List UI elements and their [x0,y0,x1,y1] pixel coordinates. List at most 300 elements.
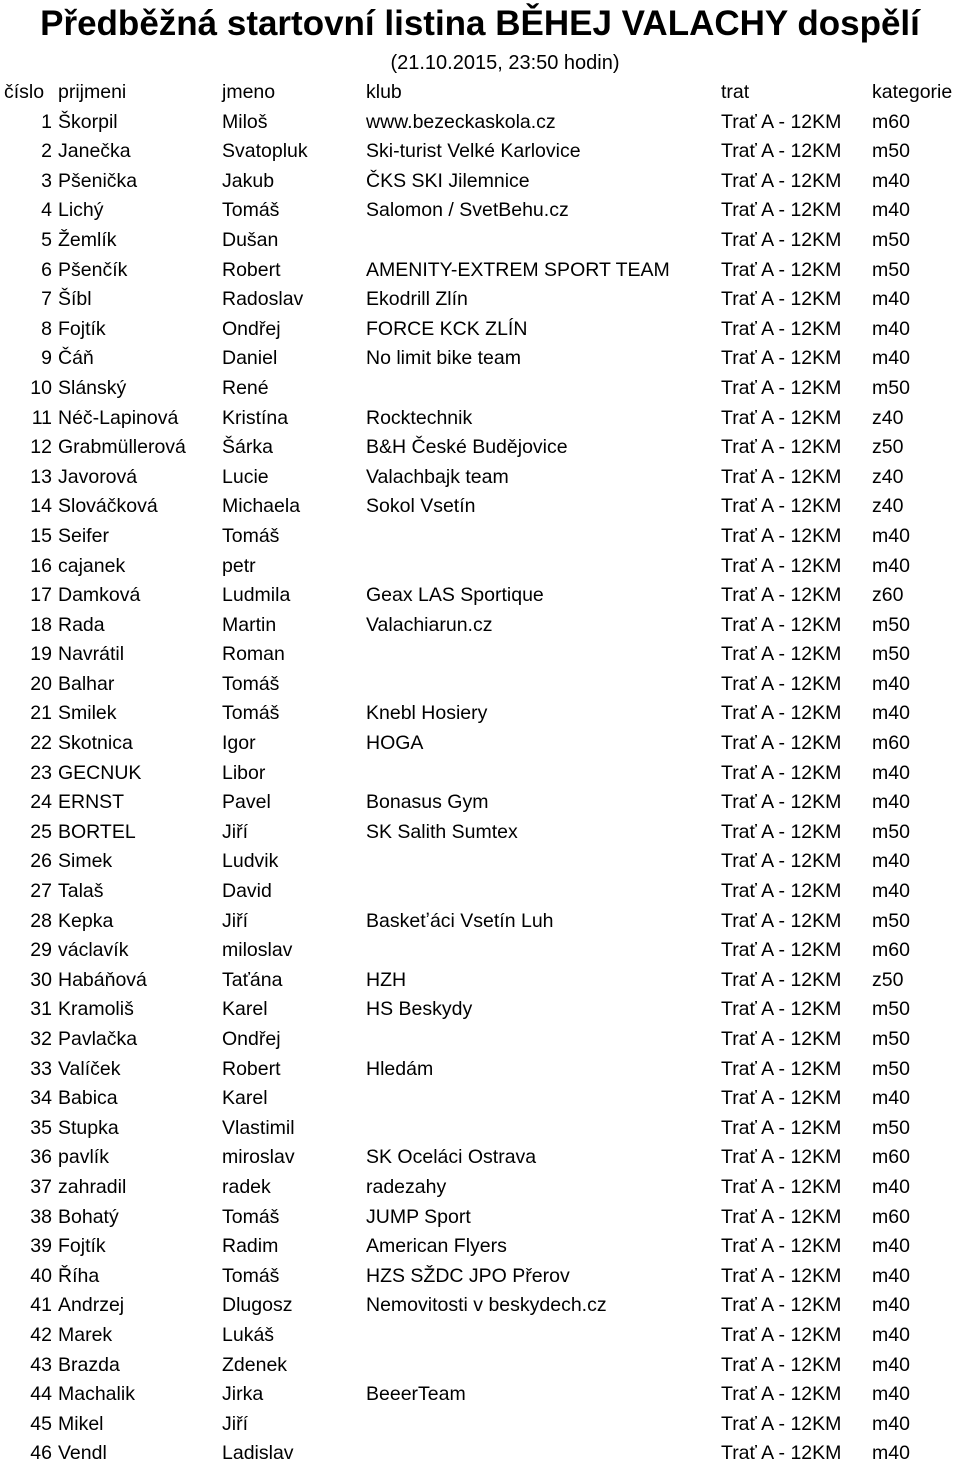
table-row [0,1232,960,1262]
cell-track: Trať A - 12KM [721,406,842,429]
cell-category: z60 [872,584,904,607]
cell-surname: Skotnica [58,732,133,755]
cell-firstname: Šárka [222,436,273,459]
cell-category: m40 [872,1353,910,1376]
cell-category: m40 [872,199,910,222]
cell-club: FORCE KCK ZLÍN [366,317,528,340]
cell-track: Trať A - 12KM [721,199,842,222]
table-row [0,670,960,700]
cell-number: 17 [30,584,52,607]
cell-surname: Machalik [58,1383,135,1406]
cell-firstname: Ladislav [222,1442,294,1465]
cell-category: m40 [872,1175,910,1198]
cell-firstname: radek [222,1175,271,1198]
cell-club: Rocktechnik [366,406,473,429]
cell-category: m50 [872,909,910,932]
cell-club: HOGA [366,732,424,755]
cell-surname: Balhar [58,672,115,695]
cell-track: Trať A - 12KM [721,524,842,547]
cell-number: 31 [30,998,52,1021]
cell-track: Trať A - 12KM [721,1353,842,1376]
cell-track: Trať A - 12KM [721,672,842,695]
cell-surname: Kepka [58,909,114,932]
table-row [0,137,960,167]
cell-club: Valachbajk team [366,465,509,488]
cell-number: 21 [30,702,52,725]
cell-track: Trať A - 12KM [721,1412,842,1435]
table-row [0,1321,960,1351]
start-list-table [0,78,960,1469]
cell-surname: Seifer [58,524,109,547]
cell-firstname: Jakub [222,169,275,192]
cell-surname: Fojtík [58,1235,106,1258]
cell-number: 32 [30,1028,52,1050]
cell-number: 4 [41,199,52,222]
cell-surname: Kramoliš [58,998,134,1021]
cell-track: Trať A - 12KM [721,317,842,340]
header-row [0,78,960,108]
cell-surname: GECNUK [58,761,142,784]
cell-surname: Škorpil [58,110,118,133]
header-category: kategorie [872,81,953,103]
cell-track: Trať A - 12KM [721,702,842,725]
cell-category: m60 [872,1205,910,1228]
cell-category: m40 [872,169,910,192]
cell-track: Trať A - 12KM [721,909,842,932]
cell-category: z40 [872,495,904,518]
cell-number: 28 [30,909,52,932]
cell-firstname: Radoslav [222,288,304,311]
cell-firstname: Lukáš [222,1323,275,1346]
cell-club: American Flyers [366,1235,507,1258]
cell-surname: Stupka [58,1116,119,1139]
header-track: trat [721,81,750,103]
cell-category: m50 [872,1028,910,1050]
cell-surname: Lichý [58,199,104,222]
cell-firstname: Robert [222,258,281,281]
page-title: Předběžná startovní listina BĚHEJ VALACHY dospělí [40,4,920,43]
cell-surname: Šíbl [58,288,92,311]
table-row [0,1055,960,1085]
cell-number: 42 [30,1323,52,1346]
table-row [0,729,960,759]
table-row [0,167,960,197]
cell-number: 11 [31,406,52,429]
table-row [0,847,960,877]
cell-number: 5 [41,228,52,251]
cell-number: 30 [30,968,52,991]
cell-track: Trať A - 12KM [721,1087,842,1110]
cell-number: 15 [30,524,52,547]
cell-surname: Navrátil [58,643,125,666]
cell-surname: Grabmüllerová [58,436,186,459]
cell-surname: Říha [58,1264,100,1287]
table-row [0,344,960,374]
cell-number: 16 [30,554,52,577]
cell-number: 38 [30,1205,52,1228]
cell-track: Trať A - 12KM [721,169,842,192]
cell-number: 27 [30,880,52,903]
table-row [0,818,960,848]
cell-number: 34 [30,1087,52,1110]
cell-firstname: Ludvik [222,850,279,873]
cell-surname: ERNST [58,791,125,814]
table-row [0,522,960,552]
cell-number: 18 [30,613,52,636]
cell-firstname: Ondřej [222,317,281,340]
cell-firstname: petr [222,554,256,577]
cell-number: 44 [30,1383,52,1406]
cell-firstname: Michaela [222,495,301,518]
cell-track: Trať A - 12KM [721,1235,842,1258]
cell-category: m40 [872,1323,910,1346]
cell-firstname: Pavel [222,791,271,814]
cell-club: Sokol Vsetín [366,495,476,518]
cell-track: Trať A - 12KM [721,761,842,784]
cell-track: Trať A - 12KM [721,554,842,577]
cell-number: 8 [41,317,52,340]
cell-club: HZS SŽDC JPO Přerov [366,1264,570,1287]
cell-firstname: Robert [222,1057,281,1080]
cell-track: Trať A - 12KM [721,288,842,311]
cell-firstname: Kristína [222,406,289,429]
cell-firstname: Zdenek [222,1353,288,1376]
cell-track: Trať A - 12KM [721,1205,842,1228]
cell-category: m40 [872,1442,910,1465]
cell-firstname: Jiří [222,1412,248,1435]
table-row [0,433,960,463]
table-row [0,640,960,670]
cell-surname: Vendl [58,1442,107,1465]
cell-club: Geax LAS Sportique [366,584,544,607]
cell-club: SK Salith Sumtex [366,820,518,843]
cell-firstname: Tomáš [222,524,280,547]
table-row [0,759,960,789]
cell-firstname: Tomáš [222,199,280,222]
cell-firstname: Ludmila [222,584,291,607]
cell-number: 26 [30,850,52,873]
cell-track: Trať A - 12KM [721,1264,842,1287]
cell-number: 23 [30,761,52,784]
cell-surname: Rada [58,613,105,636]
cell-surname: Čáň [58,347,94,370]
cell-category: m40 [872,1294,910,1317]
page-subtitle: (21.10.2015, 23:50 hodin) [390,52,620,74]
cell-number: 1 [41,110,52,133]
table-row [0,907,960,937]
cell-firstname: Tomáš [222,1264,280,1287]
cell-firstname: Igor [222,732,256,755]
cell-club: B&H České Budějovice [366,436,568,459]
cell-category: m40 [872,791,910,814]
cell-track: Trať A - 12KM [721,1175,842,1198]
table-row [0,1203,960,1233]
cell-track: Trať A - 12KM [721,140,842,163]
cell-category: m40 [872,761,910,784]
table-row [0,1291,960,1321]
cell-category: m60 [872,1146,910,1169]
cell-firstname: René [222,376,269,399]
table-row [0,966,960,996]
cell-firstname: miloslav [222,939,293,962]
cell-number: 13 [30,465,52,488]
cell-number: 43 [30,1353,52,1376]
cell-number: 39 [30,1235,52,1258]
cell-category: m40 [872,702,910,725]
cell-category: m60 [872,939,910,962]
table-row [0,108,960,138]
cell-surname: Simek [58,850,113,873]
cell-track: Trať A - 12KM [721,998,842,1021]
cell-club: Basketʼáci Vsetín Luh [366,909,554,932]
cell-number: 24 [30,791,52,814]
cell-club: AMENITY-EXTREM SPORT TEAM [366,258,670,281]
cell-club: HS Beskydy [366,998,473,1021]
cell-firstname: David [222,880,272,903]
cell-firstname: Daniel [222,347,278,370]
table-row [0,256,960,286]
table-row [0,196,960,226]
table-row [0,699,960,729]
cell-firstname: Ondřej [222,1028,281,1050]
cell-club: SK Oceláci Ostrava [366,1146,537,1169]
table-row [0,1173,960,1203]
cell-surname: pavlík [58,1146,109,1169]
cell-category: z50 [872,968,904,991]
cell-surname: Pšenička [58,169,138,192]
cell-number: 37 [30,1175,52,1198]
cell-surname: Valíček [58,1057,121,1080]
cell-category: m50 [872,1057,910,1080]
cell-track: Trať A - 12KM [721,791,842,814]
cell-surname: Brazda [58,1353,120,1376]
cell-number: 7 [41,288,52,311]
table-row [0,492,960,522]
cell-surname: Žemlík [58,228,117,251]
cell-surname: Mikel [58,1412,104,1435]
cell-category: m40 [872,1383,910,1406]
cell-surname: Néč-Lapinová [58,406,179,429]
cell-track: Trať A - 12KM [721,110,842,133]
cell-track: Trať A - 12KM [721,820,842,843]
cell-number: 6 [41,258,52,281]
table-row [0,1084,960,1114]
cell-surname: cajanek [58,554,126,577]
cell-number: 45 [30,1412,52,1435]
cell-firstname: Karel [222,1087,268,1110]
cell-club: Valachiarun.cz [366,613,493,636]
cell-number: 10 [30,376,52,399]
cell-category: m40 [872,524,910,547]
cell-track: Trať A - 12KM [721,613,842,636]
cell-track: Trať A - 12KM [721,1116,842,1139]
cell-track: Trať A - 12KM [721,732,842,755]
table-row [0,374,960,404]
cell-firstname: Lucie [222,465,269,488]
cell-track: Trať A - 12KM [721,850,842,873]
cell-club: Ekodrill Zlín [366,288,468,311]
cell-surname: Bohatý [58,1205,119,1228]
cell-category: m50 [872,228,910,251]
cell-surname: Fojtík [58,317,106,340]
table-row [0,1351,960,1381]
cell-track: Trať A - 12KM [721,1383,842,1406]
cell-surname: Andrzej [58,1294,125,1317]
cell-firstname: Radim [222,1235,279,1258]
cell-category: m40 [872,1412,910,1435]
cell-number: 19 [30,643,52,666]
cell-category: z40 [872,465,904,488]
cell-club: Ski-turist Velké Karlovice [366,140,581,163]
cell-track: Trať A - 12KM [721,1057,842,1080]
cell-category: m40 [872,1264,910,1287]
cell-track: Trať A - 12KM [721,1442,842,1465]
cell-surname: Habáňová [58,968,147,991]
cell-category: z40 [872,406,904,429]
cell-track: Trať A - 12KM [721,1028,842,1050]
cell-number: 2 [41,140,52,163]
cell-club: Knebl Hosiery [366,702,488,725]
cell-number: 41 [30,1294,52,1317]
cell-surname: Janečka [58,140,131,163]
cell-surname: Slováčková [58,495,158,518]
table-row [0,877,960,907]
cell-category: m40 [872,850,910,873]
cell-track: Trať A - 12KM [721,584,842,607]
cell-number: 25 [30,820,52,843]
table-row [0,1025,960,1055]
header-club: klub [366,81,402,103]
cell-firstname: Martin [222,613,277,636]
table-row [0,226,960,256]
table-row [0,285,960,315]
cell-surname: BORTEL [58,820,136,843]
cell-number: 9 [41,347,52,370]
table-row [0,611,960,641]
table-row [0,463,960,493]
cell-surname: Damková [58,584,141,607]
cell-number: 22 [30,732,52,755]
cell-club: www.bezeckaskola.cz [366,110,556,133]
table-row [0,788,960,818]
cell-surname: Talaš [58,880,104,903]
cell-category: m40 [872,347,910,370]
cell-firstname: Dušan [222,228,279,251]
cell-surname: Pšenčík [58,258,128,281]
table-row [0,1380,960,1410]
cell-firstname: Tomáš [222,672,280,695]
cell-category: m60 [872,732,910,755]
cell-category: m50 [872,998,910,1021]
cell-firstname: Jiří [222,820,248,843]
cell-track: Trať A - 12KM [721,968,842,991]
cell-number: 3 [41,169,52,192]
table-row [0,995,960,1025]
cell-number: 29 [30,939,52,962]
cell-firstname: Tomáš [222,1205,280,1228]
cell-category: m40 [872,1087,910,1110]
cell-firstname: Roman [222,643,285,666]
table-row [0,1439,960,1469]
cell-number: 35 [30,1116,52,1139]
table-row [0,1143,960,1173]
cell-track: Trať A - 12KM [721,939,842,962]
table-row [0,404,960,434]
cell-track: Trať A - 12KM [721,643,842,666]
cell-category: m40 [872,288,910,311]
table-row [0,1114,960,1144]
header-firstname: jmeno [222,81,276,103]
cell-surname: Marek [58,1323,113,1346]
cell-firstname: Karel [222,998,268,1021]
cell-track: Trať A - 12KM [721,376,842,399]
cell-category: m40 [872,672,910,695]
cell-firstname: Jiří [222,909,248,932]
cell-category: m50 [872,376,910,399]
cell-category: m50 [872,643,910,666]
cell-club: No limit bike team [366,347,521,370]
cell-surname: Pavlačka [58,1028,138,1050]
table-row [0,1410,960,1440]
cell-number: 40 [30,1264,52,1287]
table-row [0,1262,960,1292]
cell-club: Hledám [366,1057,434,1080]
cell-number: 36 [30,1146,52,1169]
cell-firstname: Vlastimil [222,1116,295,1139]
cell-firstname: Miloš [222,110,268,133]
cell-track: Trať A - 12KM [721,258,842,281]
cell-firstname: Tomáš [222,702,280,725]
cell-number: 14 [30,495,52,518]
cell-category: m50 [872,820,910,843]
cell-surname: Smilek [58,702,117,725]
cell-track: Trať A - 12KM [721,495,842,518]
cell-firstname: miroslav [222,1146,295,1169]
cell-category: m40 [872,880,910,903]
table-row [0,581,960,611]
cell-category: m40 [872,1235,910,1258]
header-number: číslo [4,81,45,103]
cell-firstname: Jirka [222,1383,264,1406]
cell-category: m40 [872,317,910,340]
cell-surname: Javorová [58,465,138,488]
cell-surname: zahradil [58,1175,127,1198]
cell-surname: václavík [58,939,129,962]
cell-number: 33 [30,1057,52,1080]
cell-club: BeeerTeam [366,1383,466,1406]
table-row [0,936,960,966]
cell-surname: Babica [58,1087,118,1110]
cell-track: Trať A - 12KM [721,436,842,459]
cell-club: radezahy [366,1175,447,1198]
cell-category: m50 [872,1116,910,1139]
cell-track: Trať A - 12KM [721,1294,842,1317]
cell-category: m60 [872,110,910,133]
cell-number: 20 [30,672,52,695]
cell-track: Trať A - 12KM [721,880,842,903]
cell-track: Trať A - 12KM [721,347,842,370]
cell-club: Salomon / SvetBehu.cz [366,199,569,222]
cell-firstname: Svatopluk [222,140,308,163]
cell-club: Nemovitosti v beskydech.cz [366,1294,607,1317]
cell-club: HZH [366,968,407,991]
cell-surname: Slánský [58,376,127,399]
header-surname: prijmeni [58,81,127,103]
cell-track: Trať A - 12KM [721,1146,842,1169]
table-row [0,552,960,582]
cell-firstname: Libor [222,761,266,784]
table-body [0,108,960,1469]
